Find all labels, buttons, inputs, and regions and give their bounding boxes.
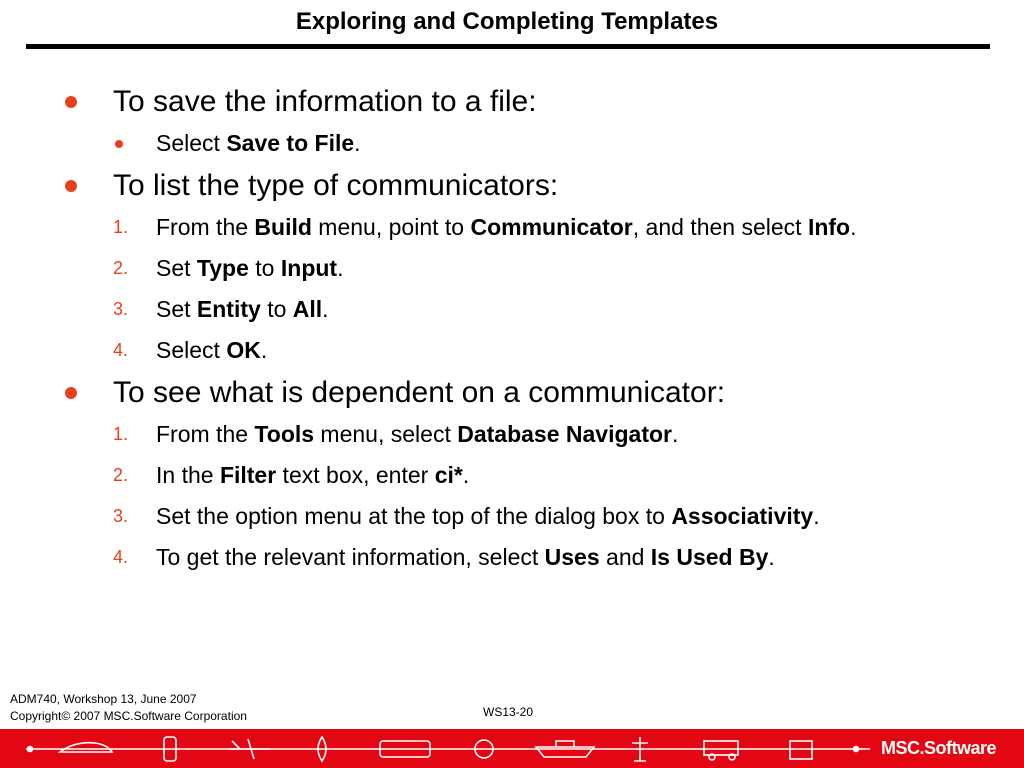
bullet-icon (65, 180, 77, 192)
step-number: 3. (113, 299, 129, 319)
step-number: 4. (113, 547, 129, 567)
industry-icons (26, 737, 870, 761)
bullet-text: To list the type of communicators: (113, 169, 559, 202)
step-number: 2. (113, 258, 129, 278)
car-icon (60, 743, 112, 752)
step-item: 1. From the Build menu, point to Communicator, and then select Info. (0, 211, 1024, 244)
bullet-icon (65, 96, 77, 108)
plane-icon (228, 739, 270, 759)
footer-course: ADM740, Workshop 13, June 2007 (10, 692, 197, 706)
page-number: WS13-20 (483, 705, 534, 719)
msc-software-logo: MSC.Software (881, 738, 997, 758)
step-item: 2. Set Type to Input. (0, 252, 1024, 285)
footer-info (10, 691, 247, 725)
step-item: 2. In the Filter text box, enter ci*. (0, 459, 1024, 492)
step-number: 1. (113, 217, 129, 237)
building-icon (790, 741, 812, 759)
step-item: 4. Select OK. (0, 334, 1024, 367)
step-number: 4. (113, 340, 129, 360)
step-item: 4. To get the relevant information, select Uses and Is Used By. (0, 541, 1024, 574)
bullet-icon (115, 140, 123, 148)
step-number: 3. (113, 506, 129, 526)
step-number: 2. (113, 465, 129, 485)
step-item: 3. Set the option menu at the top of the dialog box to Associativity. (0, 500, 1024, 533)
sub-bullet-select-save: Select Save to File. (0, 127, 1024, 160)
bullet-icon (65, 387, 77, 399)
footer-bar (0, 729, 1024, 768)
step-item: 3. Set Entity to All. (0, 293, 1024, 326)
step-item: 1. From the Tools menu, select Database Navigator. (0, 418, 1024, 451)
slide-content (0, 84, 1024, 582)
title-divider (26, 44, 990, 49)
bullet-save-info (0, 84, 1024, 120)
truck-icon (704, 741, 738, 755)
slide-title: Exploring and Completing Templates (295, 8, 719, 35)
industry-icons-strip (0, 729, 1024, 768)
bullet-text: To save the information to a file: (113, 85, 537, 118)
bullet-list-communicators (0, 168, 1024, 204)
bullet-text: To see what is dependent on a communicator: (113, 376, 726, 409)
bullet-dependent-communicator (0, 375, 1024, 411)
footer-copyright: Copyright© 2007 MSC.Software Corporation (10, 709, 247, 723)
step-number: 1. (113, 424, 129, 444)
